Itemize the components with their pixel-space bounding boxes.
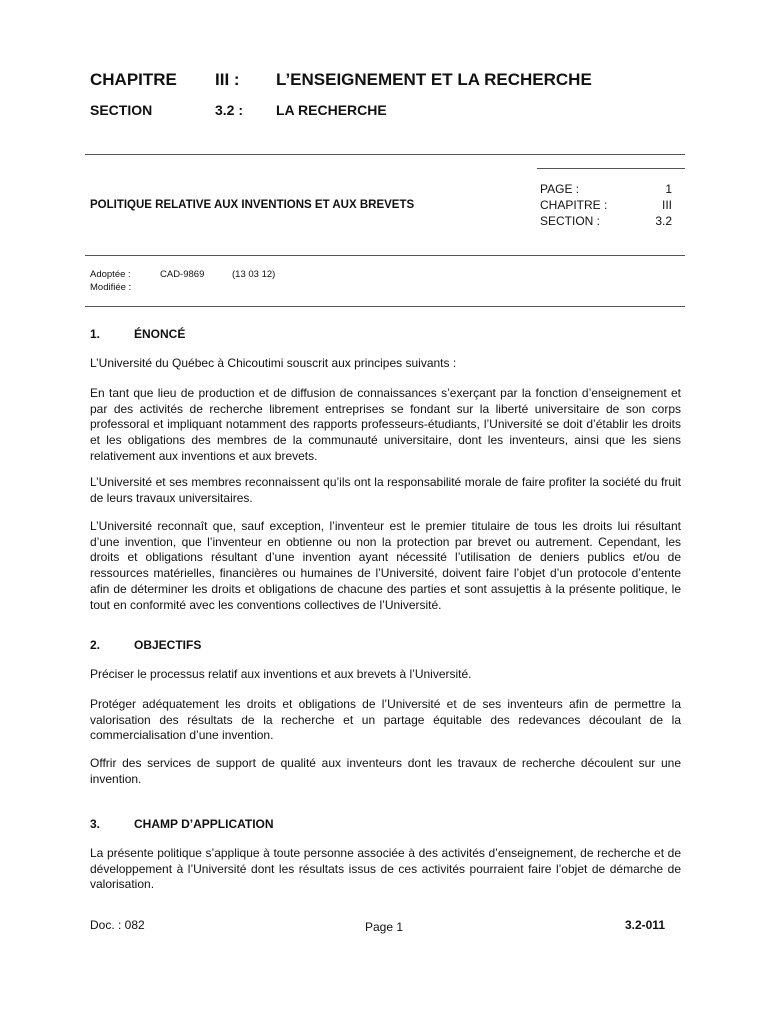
adopted-date: (13 03 12) — [232, 269, 276, 280]
footer-page: Page 1 — [365, 920, 404, 934]
divider-meta-top — [537, 168, 685, 169]
adopted-ref: CAD-9869 — [160, 269, 205, 280]
section-3-title: CHAMP D’APPLICATION — [134, 817, 274, 831]
section-3-paragraph-1: La présente politique s’applique à toute personne associée à des activités d’enseignement, de recherche et de développement à l’Université dont les résultats issus de ces activités pourraient faire l’objet de démarche de valorisation. — [90, 846, 681, 892]
section-1-paragraph-3: L’Université et ses membres reconnaissent qu’ils ont la responsabilité morale de faire profiter la société du fruit de leurs travaux universitaires. — [90, 475, 681, 505]
section-1-title: ÉNONCÉ — [134, 327, 186, 341]
meta-section-label: SECTION : — [540, 214, 601, 228]
chapter-label: CHAPITRE — [90, 70, 177, 89]
divider-top — [85, 154, 685, 155]
section-2-title: OBJECTIFS — [134, 638, 202, 652]
section-label: SECTION — [90, 102, 153, 118]
section-1-number: 1. — [90, 327, 101, 341]
section-2-paragraph-2: Protéger adéquatement les droits et obligations de l’Université et de ses inventeurs afin de permettre la valorisation des résultats de la recherche et un partage équitable des redevances découlant de la commercialisation d’une invention. — [90, 697, 681, 743]
section-3-number: 3. — [90, 817, 101, 831]
meta-chapter-label: CHAPITRE : — [540, 198, 608, 212]
policy-title: POLITIQUE RELATIVE AUX INVENTIONS ET AUX BREVETS — [90, 199, 415, 211]
section-1-paragraph-4: L’Université reconnaît que, sauf exception, l’inventeur est le premier titulaire de tous les droits lui résultant d’une invention, que l’inventeur en obtienne ou non la protection par brevet ou autrement. Cependant, les droits et obligations résultant d’une invention ayant nécessité l’utilisation de deniers publics et/ou de ressources matérielles, financières ou humaines de l’Université, doivent faire l’objet d’un protocole d’entente afin de déterminer les droits et obligations de chacune des parties et sont assujettis à la présente politique, le tout en conformité avec les conventions collectives de l’Université. — [90, 519, 681, 612]
adopted-label: Adoptée : — [90, 269, 131, 280]
meta-section-value: 3.2 — [655, 214, 672, 228]
meta-page-value: 1 — [665, 182, 672, 196]
modified-label: Modifiée : — [90, 282, 132, 293]
meta-chapter-value: III — [661, 198, 672, 212]
section-2-paragraph-3: Offrir des services de support de qualité aux inventeurs dont les travaux de recherche découlent sur une invention. — [90, 756, 681, 786]
section-title: LA RECHERCHE — [276, 102, 387, 118]
section-2-paragraph-1: Préciser le processus relatif aux inventions et aux brevets à l’Université. — [90, 667, 472, 681]
footer-code: 3.2-011 — [624, 918, 665, 932]
chapter-title: L’ENSEIGNEMENT ET LA RECHERCHE — [276, 70, 592, 89]
section-2-number: 2. — [90, 638, 101, 652]
section-number: 3.2 : — [215, 102, 244, 118]
divider-middle — [85, 255, 685, 256]
footer-doc: Doc. : 082 — [90, 918, 145, 932]
section-1-paragraph-1: L’Université du Québec à Chicoutimi souscrit aux principes suivants : — [90, 356, 457, 370]
section-1-paragraph-2: En tant que lieu de production et de diffusion de connaissances s’exerçant par la fonction d’enseignement et par des activités de recherche librement entreprises se fondant sur la liberté universitaire de son corps professoral et impliquant notamment des rapports professeurs-étudiants, l’Université se doit d’établir les droits et les obligations des membres de la communauté universitaire, dont les inventeurs, ainsi que les siens relativement aux inventions et aux brevets. — [90, 386, 681, 463]
chapter-number: III : — [215, 70, 240, 89]
meta-page-label: PAGE : — [540, 182, 580, 196]
divider-bottom — [85, 306, 685, 307]
